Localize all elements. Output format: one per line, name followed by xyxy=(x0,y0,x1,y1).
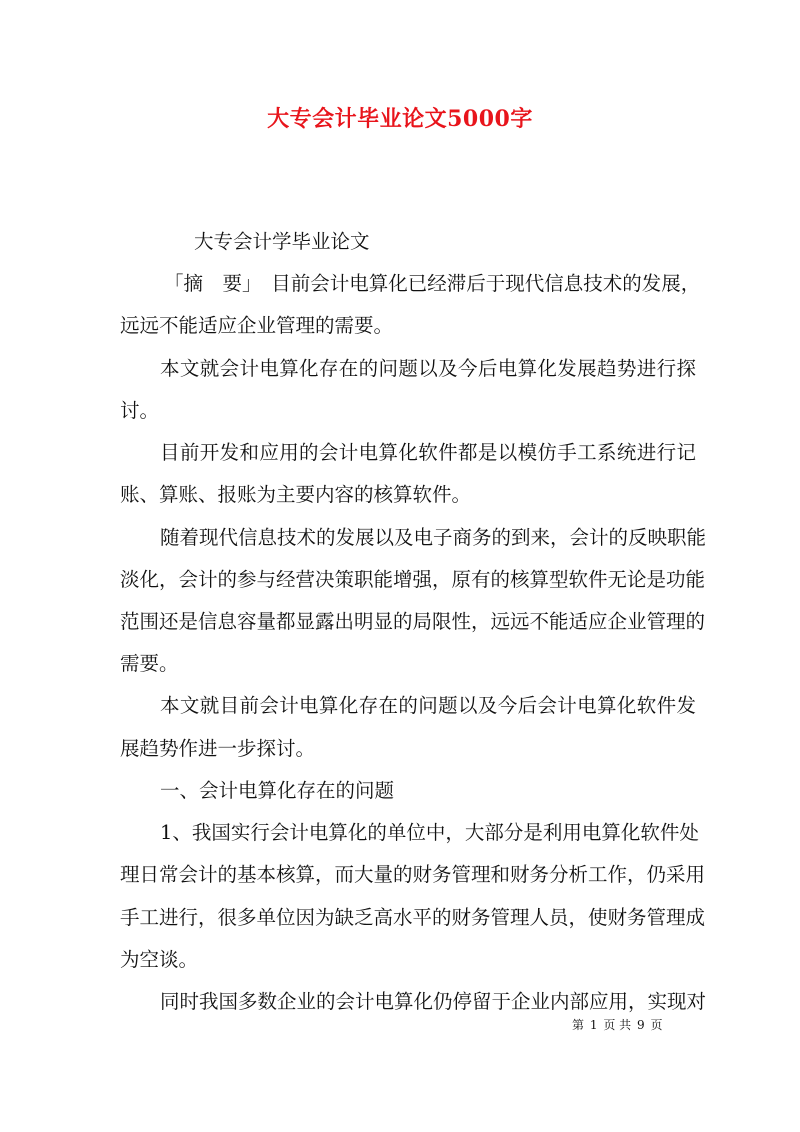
paragraph-line: 展趋势作进一步探讨。 xyxy=(120,737,316,760)
section-heading: 大专会计学毕业论文 xyxy=(194,230,370,253)
footer-page-number: 1 xyxy=(589,1018,598,1032)
paragraph-line: 手工进行，很多单位因为缺乏高水平的财务管理人员，使财务管理成 xyxy=(120,906,706,929)
document-title: 大专会计毕业论文5000字 xyxy=(267,106,533,132)
paragraph-line: 远远不能适应企业管理的需要。 xyxy=(120,314,394,337)
paragraph-line: 为空谈。 xyxy=(120,948,199,971)
paragraph-line: 「摘 要」 目前会计电算化已经滞后于现代信息技术的发展， xyxy=(164,272,701,295)
paragraph-line: 随着现代信息技术的发展以及电子商务的到来，会计的反映职能 xyxy=(160,526,707,549)
section-heading: 一、会计电算化存在的问题 xyxy=(160,779,395,802)
page-footer xyxy=(572,1016,664,1033)
paragraph-line: 账、算账、报账为主要内容的核算软件。 xyxy=(120,483,472,506)
paragraph-line: 目前开发和应用的会计电算化软件都是以模仿手工系统进行记 xyxy=(160,441,696,464)
paragraph-line: 范围还是信息容量都显露出明显的局限性，远远不能适应企业管理的 xyxy=(120,610,706,633)
paragraph-line: 本文就会计电算化存在的问题以及今后电算化发展趋势进行探 xyxy=(160,357,696,380)
footer-page-mid: 页 共 xyxy=(603,1018,632,1032)
paragraph-line: 需要。 xyxy=(120,652,179,675)
paragraph-line: 同时我国多数企业的会计电算化仍停留于企业内部应用，实现对 xyxy=(160,990,707,1013)
paragraph-line: 讨。 xyxy=(120,399,160,422)
paragraph-line: 本文就目前会计电算化存在的问题以及今后会计电算化软件发 xyxy=(160,694,696,717)
footer-page-label: 第 xyxy=(572,1018,585,1032)
paragraph-line: 1、我国实行会计电算化的单位中，大部分是利用电算化软件处 xyxy=(160,821,699,844)
footer-total-pages: 9 xyxy=(636,1018,645,1032)
paragraph-line: 理日常会计的基本核算，而大量的财务管理和财务分析工作，仍采用 xyxy=(120,863,706,886)
footer-page-end: 页 xyxy=(650,1018,663,1032)
paragraph-line: 淡化，会计的参与经营决策职能增强，原有的核算型软件无论是功能 xyxy=(120,568,706,591)
